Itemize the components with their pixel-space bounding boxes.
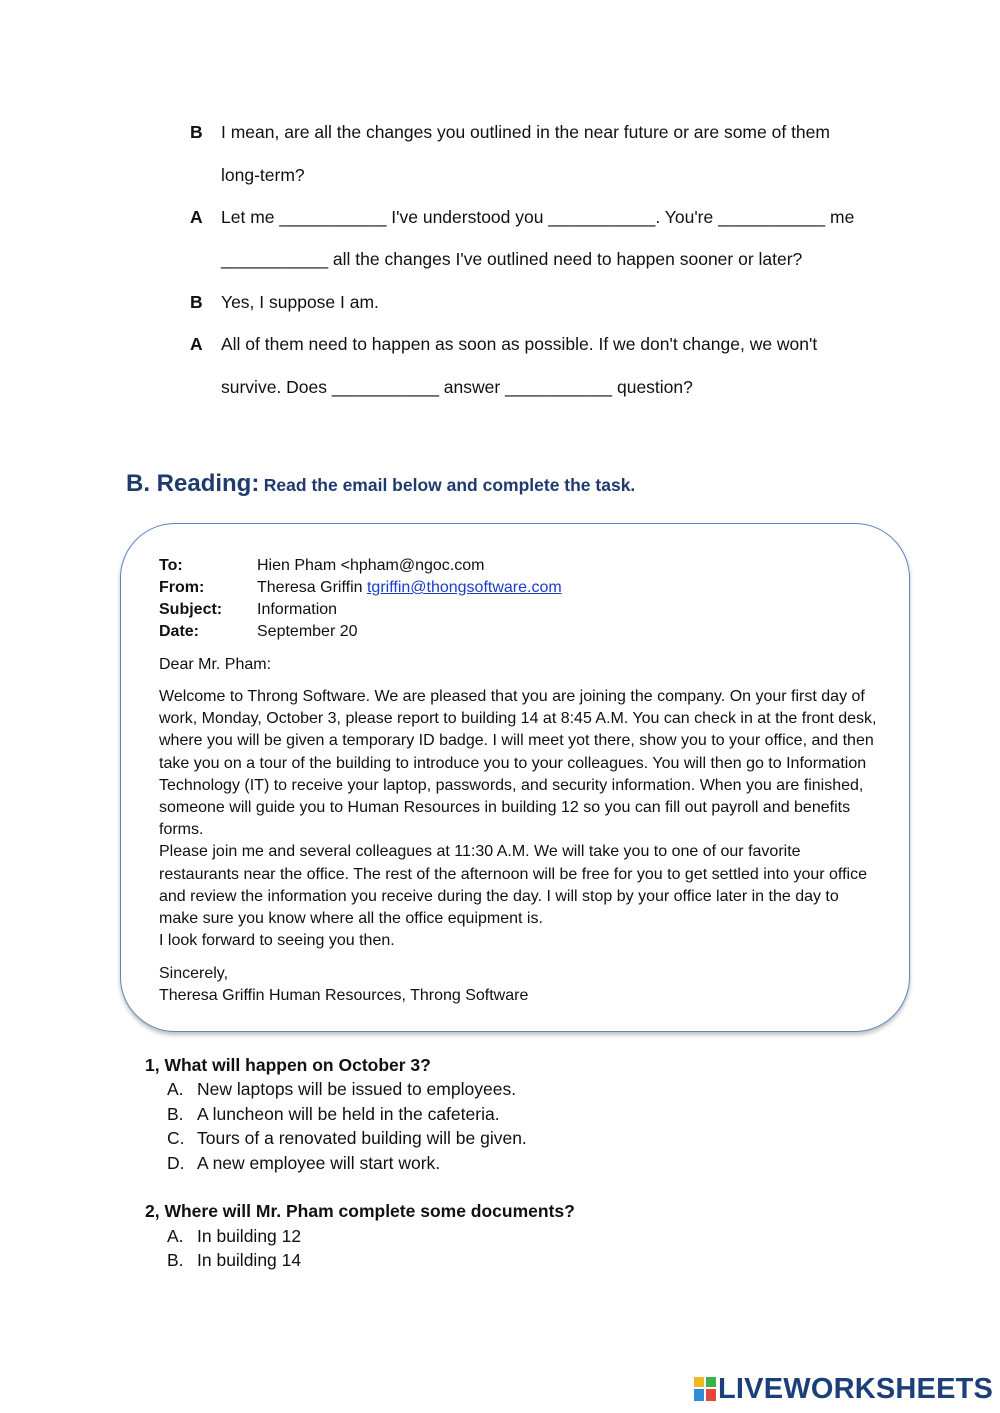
email-paragraph: Please join me and several colleagues at 11:30 A.M. We will take you to one of our favorite restaurants near the office. The rest of the afternoon will be free for you to get settled into your office and review the information you receive during the day. I will stop by your office later in the day to make sure you know where all the office equipment is. — [159, 843, 867, 928]
email-body — [159, 686, 879, 952]
from-value — [257, 578, 562, 598]
date-value: September 20 — [257, 623, 358, 640]
from-label: From: — [159, 579, 205, 596]
section-title: B. Reading: — [126, 470, 260, 497]
option-text: New laptops will be issued to employees. — [197, 1079, 517, 1099]
email-paragraph: I look forward to seeing you then. — [159, 932, 395, 950]
option-letter: B. — [167, 1104, 184, 1124]
subject-label: Subject: — [159, 601, 223, 618]
answer-option[interactable] — [167, 1104, 500, 1125]
section-heading — [126, 470, 635, 498]
email-greeting: Dear Mr. Pham: — [159, 656, 272, 673]
speaker-label: B — [190, 292, 203, 312]
question-title: 1, What will happen on October 3? — [145, 1055, 431, 1075]
dialogue-text: All of them need to happen as soon as possible. If we don't change, we won't — [221, 334, 818, 354]
dialogue-text: survive. Does ___________ answer ___________ question? — [221, 377, 693, 397]
answer-option[interactable] — [167, 1128, 527, 1149]
liveworksheets-logo-icon — [694, 1377, 716, 1401]
email-paragraph: Welcome to Throng Software. We are pleased that you are joining the company. On your first day of work, Monday, October 3, please report to building 14 at 8:45 A.M. You can check in at the front desk, where you will be given a temporary ID badge. I will meet yot there, show you to your office, and then take you on a tour of the building to introduce you to your colleagues. You will then go to Information Technology (IT) to receive your laptop, passwords, and security information. When you are finished, someone will guide you to Human Resources in building 12 so you can fill out payroll and benefits forms. — [159, 688, 877, 839]
logo-text: LIVEWORKSHEETS — [718, 1373, 994, 1405]
option-letter: B. — [167, 1250, 184, 1270]
speaker-label: A — [190, 207, 203, 227]
section-instruction: Read the email below and complete the task. — [263, 475, 636, 495]
option-letter: A. — [167, 1226, 184, 1246]
option-letter: C. — [167, 1128, 185, 1148]
dialogue-text: Yes, I suppose I am. — [221, 292, 379, 312]
option-letter: A. — [167, 1079, 184, 1099]
speaker-label: A — [190, 334, 203, 354]
answer-option[interactable] — [167, 1250, 301, 1271]
answer-option[interactable] — [167, 1226, 301, 1247]
option-text: In building 12 — [197, 1226, 302, 1246]
dialogue-text: I mean, are all the changes you outlined in the near future or are some of them — [221, 122, 830, 142]
subject-value: Information — [257, 601, 338, 618]
closing-line: Sincerely, — [159, 965, 229, 982]
from-email-link[interactable]: tgriffin@thongsoftware.com — [366, 579, 562, 596]
question-title: 2, Where will Mr. Pham complete some documents? — [145, 1201, 575, 1221]
from-name: Theresa Griffin — [257, 579, 363, 596]
signature-line: Theresa Griffin Human Resources, Throng Software — [159, 987, 529, 1005]
date-label: Date: — [159, 623, 200, 640]
dialogue-text: ___________ all the changes I've outlined need to happen sooner or later? — [221, 249, 803, 269]
dialogue-text: long-term? — [221, 165, 305, 185]
to-label: To: — [159, 557, 183, 574]
option-text: Tours of a renovated building will be given. — [197, 1128, 527, 1148]
option-text: In building 14 — [197, 1250, 302, 1270]
answer-option[interactable] — [167, 1153, 440, 1174]
option-letter: D. — [167, 1153, 185, 1173]
answer-option[interactable] — [167, 1079, 516, 1100]
dialogue-text: Let me ___________ I've understood you ___________. You're ___________ me — [221, 207, 855, 227]
speaker-label: B — [190, 122, 203, 142]
email-closing — [159, 963, 879, 1007]
option-text: A new employee will start work. — [197, 1153, 441, 1173]
to-value: Hien Pham <hpham@ngoc.com — [257, 557, 485, 574]
option-text: A luncheon will be held in the cafeteria. — [197, 1104, 500, 1124]
